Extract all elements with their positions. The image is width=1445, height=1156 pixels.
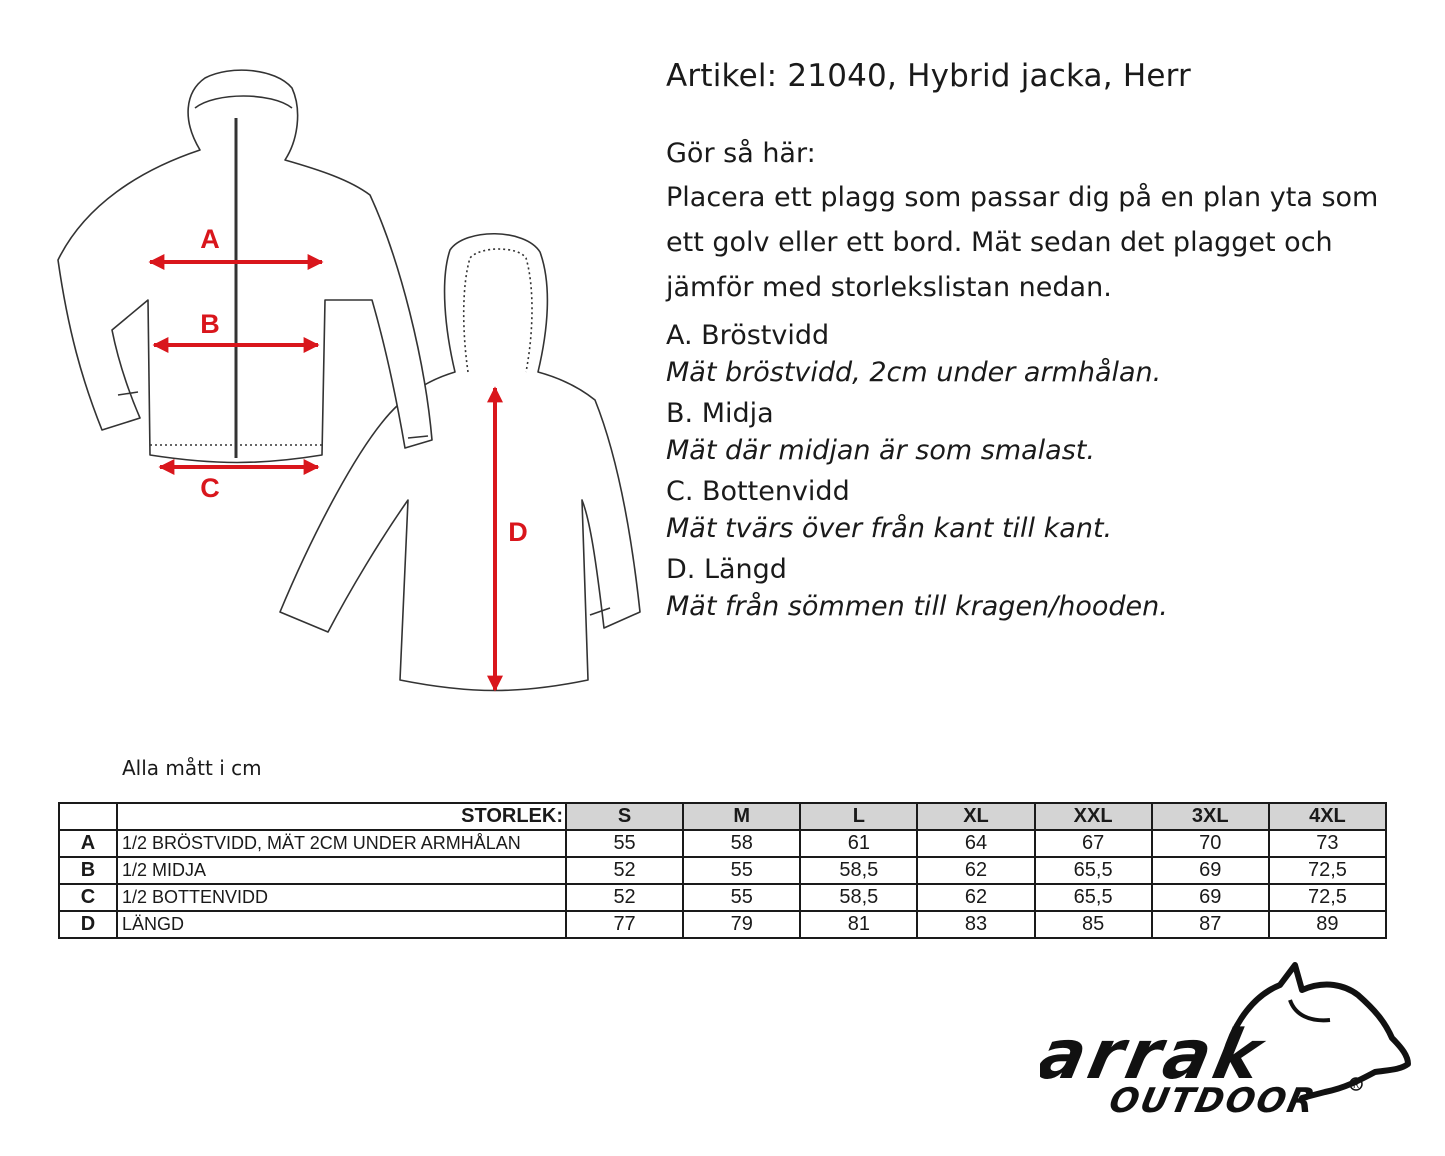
row-label: LÄNGD	[117, 911, 566, 938]
table-cell: 85	[1035, 911, 1152, 938]
table-cell: 55	[683, 857, 800, 884]
table-cell: 64	[917, 830, 1034, 857]
table-cell: 72,5	[1269, 884, 1386, 911]
label-d: D	[508, 517, 528, 547]
row-label: 1/2 BOTTENVIDD	[117, 884, 566, 911]
table-cell: 69	[1152, 884, 1269, 911]
logo-subtext: OUTDOOR	[1105, 1081, 1321, 1120]
logo-text: arrak	[1040, 1015, 1273, 1095]
size-table	[58, 802, 1387, 939]
table-cell: 55	[566, 830, 683, 857]
row-key: C	[59, 884, 117, 911]
table-row	[59, 884, 1386, 911]
brand-logo-graphic	[1040, 960, 1415, 1120]
table-cell: 83	[917, 911, 1034, 938]
table-cell: 87	[1152, 911, 1269, 938]
table-row	[59, 830, 1386, 857]
size-header-xl: XL	[917, 803, 1034, 830]
table-cell: 62	[917, 857, 1034, 884]
table-cell: 65,5	[1035, 857, 1152, 884]
measurement-description-a: Mät bröstvidd, 2cm under armhålan.	[666, 357, 1162, 388]
units-note: Alla mått i cm	[122, 756, 262, 780]
table-cell: 62	[917, 884, 1034, 911]
table-cell: 58	[683, 830, 800, 857]
table-cell: 72,5	[1269, 857, 1386, 884]
table-cell: 55	[683, 884, 800, 911]
measurement-heading-a: A. Bröstvidd	[666, 320, 830, 351]
jacket-drawing	[40, 60, 660, 710]
size-header-3xl: 3XL	[1152, 803, 1269, 830]
measurement-heading-c: C. Bottenvidd	[666, 476, 850, 507]
row-label: 1/2 MIDJA	[117, 857, 566, 884]
table-cell: 69	[1152, 857, 1269, 884]
jacket-front-view	[58, 70, 432, 462]
registered-mark: R	[1352, 1081, 1360, 1091]
table-cell: 73	[1269, 830, 1386, 857]
jacket-back-view	[280, 234, 640, 691]
table-cell: 61	[800, 830, 917, 857]
table-cell: 65,5	[1035, 884, 1152, 911]
label-a: A	[200, 224, 220, 254]
size-header-xxl: XXL	[1035, 803, 1152, 830]
size-header-s: S	[566, 803, 683, 830]
size-table-header	[59, 803, 1386, 830]
label-c: C	[200, 473, 220, 503]
row-label: 1/2 BRÖSTVIDD, MÄT 2CM UNDER ARMHÅLAN	[117, 830, 566, 857]
size-header-m: M	[683, 803, 800, 830]
arrak-outdoor-logo	[1040, 960, 1415, 1120]
size-header-4xl: 4XL	[1269, 803, 1386, 830]
measurement-heading-d: D. Längd	[666, 554, 787, 585]
instructions-intro: Placera ett plagg som passar dig på en plan yta som ett golv eller ett bord. Mät sedan det plagget och jämför med storlekslistan nedan.	[666, 182, 1379, 303]
table-cell: 52	[566, 857, 683, 884]
instructions-heading: Gör så här:	[666, 138, 816, 169]
table-cell: 79	[683, 911, 800, 938]
table-row	[59, 857, 1386, 884]
header-storlek: STORLEK:	[117, 803, 566, 830]
instructions-panel	[666, 58, 1406, 626]
size-header-l: L	[800, 803, 917, 830]
table-cell: 70	[1152, 830, 1269, 857]
row-key: B	[59, 857, 117, 884]
row-key: D	[59, 911, 117, 938]
table-cell: 58,5	[800, 857, 917, 884]
measurement-description-d: Mät från sömmen till kragen/hooden.	[666, 591, 1168, 622]
measurement-description-c: Mät tvärs över från kant till kant.	[666, 513, 1113, 544]
measurement-heading-b: B. Midja	[666, 398, 774, 429]
table-cell: 81	[800, 911, 917, 938]
article-title: Artikel: 21040, Hybrid jacka, Herr	[666, 58, 1191, 94]
jacket-illustration	[40, 60, 660, 710]
table-cell: 67	[1035, 830, 1152, 857]
header-blank	[59, 803, 117, 830]
table-row	[59, 911, 1386, 938]
label-b: B	[200, 309, 220, 339]
table-cell: 58,5	[800, 884, 917, 911]
table-cell: 77	[566, 911, 683, 938]
row-key: A	[59, 830, 117, 857]
table-cell: 89	[1269, 911, 1386, 938]
table-cell: 52	[566, 884, 683, 911]
measurement-description-b: Mät där midjan är som smalast.	[666, 435, 1095, 466]
